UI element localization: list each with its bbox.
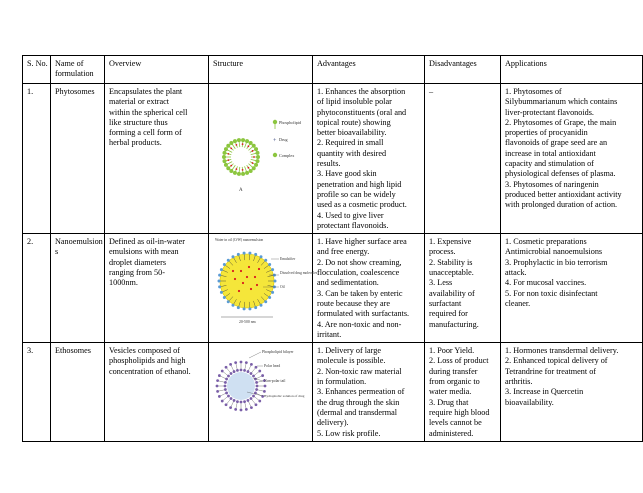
text-line: within the spherical cell: [109, 107, 188, 117]
text-line: 3. Prophylactic in bio terrorism: [505, 257, 608, 267]
text-line: delivery).: [317, 418, 349, 428]
text-line: 2. Non-toxic raw material: [317, 366, 402, 376]
text-line: attack.: [505, 268, 527, 278]
text-line: 1. Poor Yield.: [429, 346, 475, 356]
text-line: 5. For non toxic disinfectant: [505, 288, 598, 298]
advantages-cell: [313, 343, 425, 442]
text-line: ranging from 50-: [109, 268, 165, 278]
row-number: 1.: [23, 84, 51, 234]
ethosome-diagram: [213, 346, 305, 431]
text-line: bioavailability.: [505, 397, 554, 407]
text-line: Nanoemulsion: [55, 237, 103, 247]
text-line: 2. Loss of product: [429, 356, 489, 366]
text-line: cleaner.: [505, 298, 531, 308]
text-line: topical route) showing: [317, 117, 391, 127]
svg-text:Hydrophobic solution of drug: Hydrophobic solution of drug: [264, 394, 305, 399]
text-line: 5. Low risk profile.: [317, 428, 381, 438]
text-line: 1. Expensive: [429, 237, 472, 247]
text-line: 2. Required in small: [317, 138, 384, 148]
text-line: during transfer: [429, 366, 478, 376]
text-line: penetration and high lipid: [317, 179, 402, 189]
text-line: Tetrandrine for treatment of: [505, 366, 597, 376]
formulation-name: [51, 234, 105, 343]
text-line: arthritis.: [505, 377, 533, 387]
text-line: 3. Drug that: [429, 397, 469, 407]
text-line: protectant flavonoids.: [317, 220, 389, 230]
svg-text:+: +: [273, 138, 277, 144]
text-line: from organic to: [429, 377, 480, 387]
text-line: irritant.: [317, 329, 342, 339]
svg-text:Drug: Drug: [279, 137, 288, 142]
structure-cell: [209, 234, 318, 343]
text-line: herbal products.: [109, 138, 162, 148]
text-line: route because they are: [317, 298, 390, 308]
text-line: unacceptable.: [429, 268, 474, 278]
text-line: Encapsulates the plant: [109, 87, 183, 96]
svg-text:Oil: Oil: [280, 285, 285, 290]
text-line: of lipid insoluble polar: [317, 97, 392, 107]
svg-text:20-500 nm: 20-500 nm: [239, 320, 256, 325]
text-line: 1. Have higher surface area: [317, 237, 407, 247]
text-line: better bioavailability.: [317, 128, 387, 138]
row-number: 3.: [23, 343, 51, 442]
text-line: 4. Are non-toxic and non-: [317, 319, 402, 329]
header-sno: S. No.: [23, 56, 51, 84]
text-line: 4. For mucosal vaccines.: [505, 278, 587, 288]
header-overview: Overview: [105, 56, 209, 84]
text-line: increase in total antioxidant: [505, 148, 596, 158]
header-advantages: Advantages: [313, 56, 425, 84]
structure-cell: [209, 84, 313, 234]
text-line: 3. Enhances permeation of: [317, 387, 405, 397]
svg-text:A: A: [239, 188, 243, 193]
text-line: 1. Hormones transdermal delivery.: [505, 346, 619, 356]
applications-cell: [501, 343, 643, 442]
overview-cell: [105, 84, 209, 234]
formulation-name: Phytosomes: [51, 84, 105, 234]
disadvantages-cell: [425, 234, 501, 343]
table-row: [23, 84, 643, 234]
text-line: (dermal and transdermal: [317, 407, 398, 417]
advantages-cell: [313, 234, 425, 343]
text-line: and sedimentation.: [317, 278, 379, 288]
text-line: droplet diameters: [109, 257, 167, 267]
text-line: physiological defenses of plasma.: [505, 169, 616, 179]
text-line: emulsions with mean: [109, 247, 179, 257]
text-line: 2. Stability is: [429, 257, 473, 267]
text-line: Ethosomes: [55, 346, 91, 356]
text-line: 1. Delivery of large: [317, 346, 381, 356]
text-line: forming a cell form of: [109, 128, 182, 138]
svg-text:Phospholipid bilayer: Phospholipid bilayer: [262, 350, 294, 355]
text-line: process.: [429, 247, 456, 257]
structure-cell: [209, 343, 313, 442]
text-line: 2. Do not show creaming,: [317, 257, 402, 267]
text-line: 3. Increase in Quercetin: [505, 387, 584, 397]
text-line: 3. Less: [429, 278, 453, 288]
nanoemulsion-diagram: [213, 237, 318, 327]
header-row: [23, 56, 643, 84]
formulation-name: [51, 343, 105, 442]
header-disadvantages: Disadvantages: [425, 56, 501, 84]
text-line: administered.: [429, 428, 474, 438]
header-applications: Applications: [501, 56, 643, 84]
svg-text:Polar head: Polar head: [264, 364, 281, 369]
disadvantages-cell: [425, 84, 501, 234]
text-line: 4. Used to give liver: [317, 210, 384, 220]
text-line: require high blood: [429, 407, 490, 417]
text-line: flocculation, coalescence: [317, 268, 400, 278]
header-structure: Structure: [209, 56, 313, 84]
text-line: with prolonged duration of action.: [505, 200, 618, 210]
text-line: 3. Phytosomes of naringenin: [505, 179, 599, 189]
text-line: 2. Enhanced topical delivery of: [505, 356, 608, 366]
applications-cell: [501, 84, 643, 234]
text-line: manufacturing.: [429, 319, 479, 329]
text-line: surfactant: [429, 298, 462, 308]
phytosome-diagram: [213, 87, 305, 207]
text-line: phospholipids and high: [109, 356, 186, 366]
text-line: profile so can be widely: [317, 189, 396, 199]
text-line: liver-protectant flavonoids.: [505, 107, 594, 117]
svg-text:Emulsifier: Emulsifier: [280, 257, 296, 262]
text-line: 1000nm.: [109, 278, 138, 288]
overview-cell: [105, 234, 209, 343]
text-line: 2. Phytosomes of Grape, the main: [505, 117, 617, 127]
text-line: 1. Cosmetic preparations: [505, 237, 587, 247]
text-line: molecule is possible.: [317, 356, 386, 366]
text-line: properties of procyanidin: [505, 128, 588, 138]
svg-text:Phospholipid: Phospholipid: [279, 120, 302, 125]
svg-text:Non-polar tail: Non-polar tail: [264, 379, 286, 384]
text-line: used as a cosmetic product.: [317, 200, 407, 210]
text-line: 3. Can be taken by enteric: [317, 288, 403, 298]
table-row: [23, 234, 643, 343]
svg-text:Complex: Complex: [279, 153, 295, 158]
formulation-table: [22, 55, 643, 442]
text-line: required for: [429, 309, 468, 319]
text-line: 1. Phytosomes of: [505, 87, 562, 96]
svg-text:Water in oil (O/W) nanoemulsio: Water in oil (O/W) nanoemulsion: [215, 238, 264, 243]
text-line: concentration of ethanol.: [109, 366, 191, 376]
text-line: and free energy.: [317, 247, 370, 257]
header-name: Name of formulation: [51, 56, 105, 84]
text-line: Silybummarianum which contains: [505, 97, 618, 107]
text-line: levels cannot be: [429, 418, 482, 428]
text-line: flavonoids of grape seed are an: [505, 138, 608, 148]
svg-text:Dissolved drug molecules: Dissolved drug molecules: [280, 271, 318, 276]
overview-cell: [105, 343, 209, 442]
text-line: 1. Enhances the absorption: [317, 87, 406, 96]
text-line: results.: [317, 159, 341, 169]
text-line: phytoconstituents (oral and: [317, 107, 407, 117]
table-row: [23, 343, 643, 442]
row-number: 2.: [23, 234, 51, 343]
text-line: material or extract: [109, 97, 170, 107]
text-line: quantity with desired: [317, 148, 387, 158]
text-line: in formulation.: [317, 377, 367, 387]
text-line: Antimicrobial nanoemulsions: [505, 247, 603, 257]
text-line: the drug through the skin: [317, 397, 400, 407]
text-line: s: [55, 247, 59, 257]
text-line: Defined as oil-in-water: [109, 237, 185, 247]
applications-cell: [501, 234, 643, 343]
text-line: like structure thus: [109, 117, 168, 127]
text-line: Vesicles composed of: [109, 346, 180, 356]
text-line: availability of: [429, 288, 475, 298]
advantages-cell: [313, 84, 425, 234]
text-line: produced better antioxidant activity: [505, 189, 622, 199]
text-line: formulated with surfactants.: [317, 309, 410, 319]
disadvantages-cell: [425, 343, 501, 442]
text-line: 3. Have good skin: [317, 169, 377, 179]
text-line: –: [429, 87, 434, 96]
text-line: water media.: [429, 387, 472, 397]
text-line: capacity and stimulation of: [505, 159, 594, 169]
